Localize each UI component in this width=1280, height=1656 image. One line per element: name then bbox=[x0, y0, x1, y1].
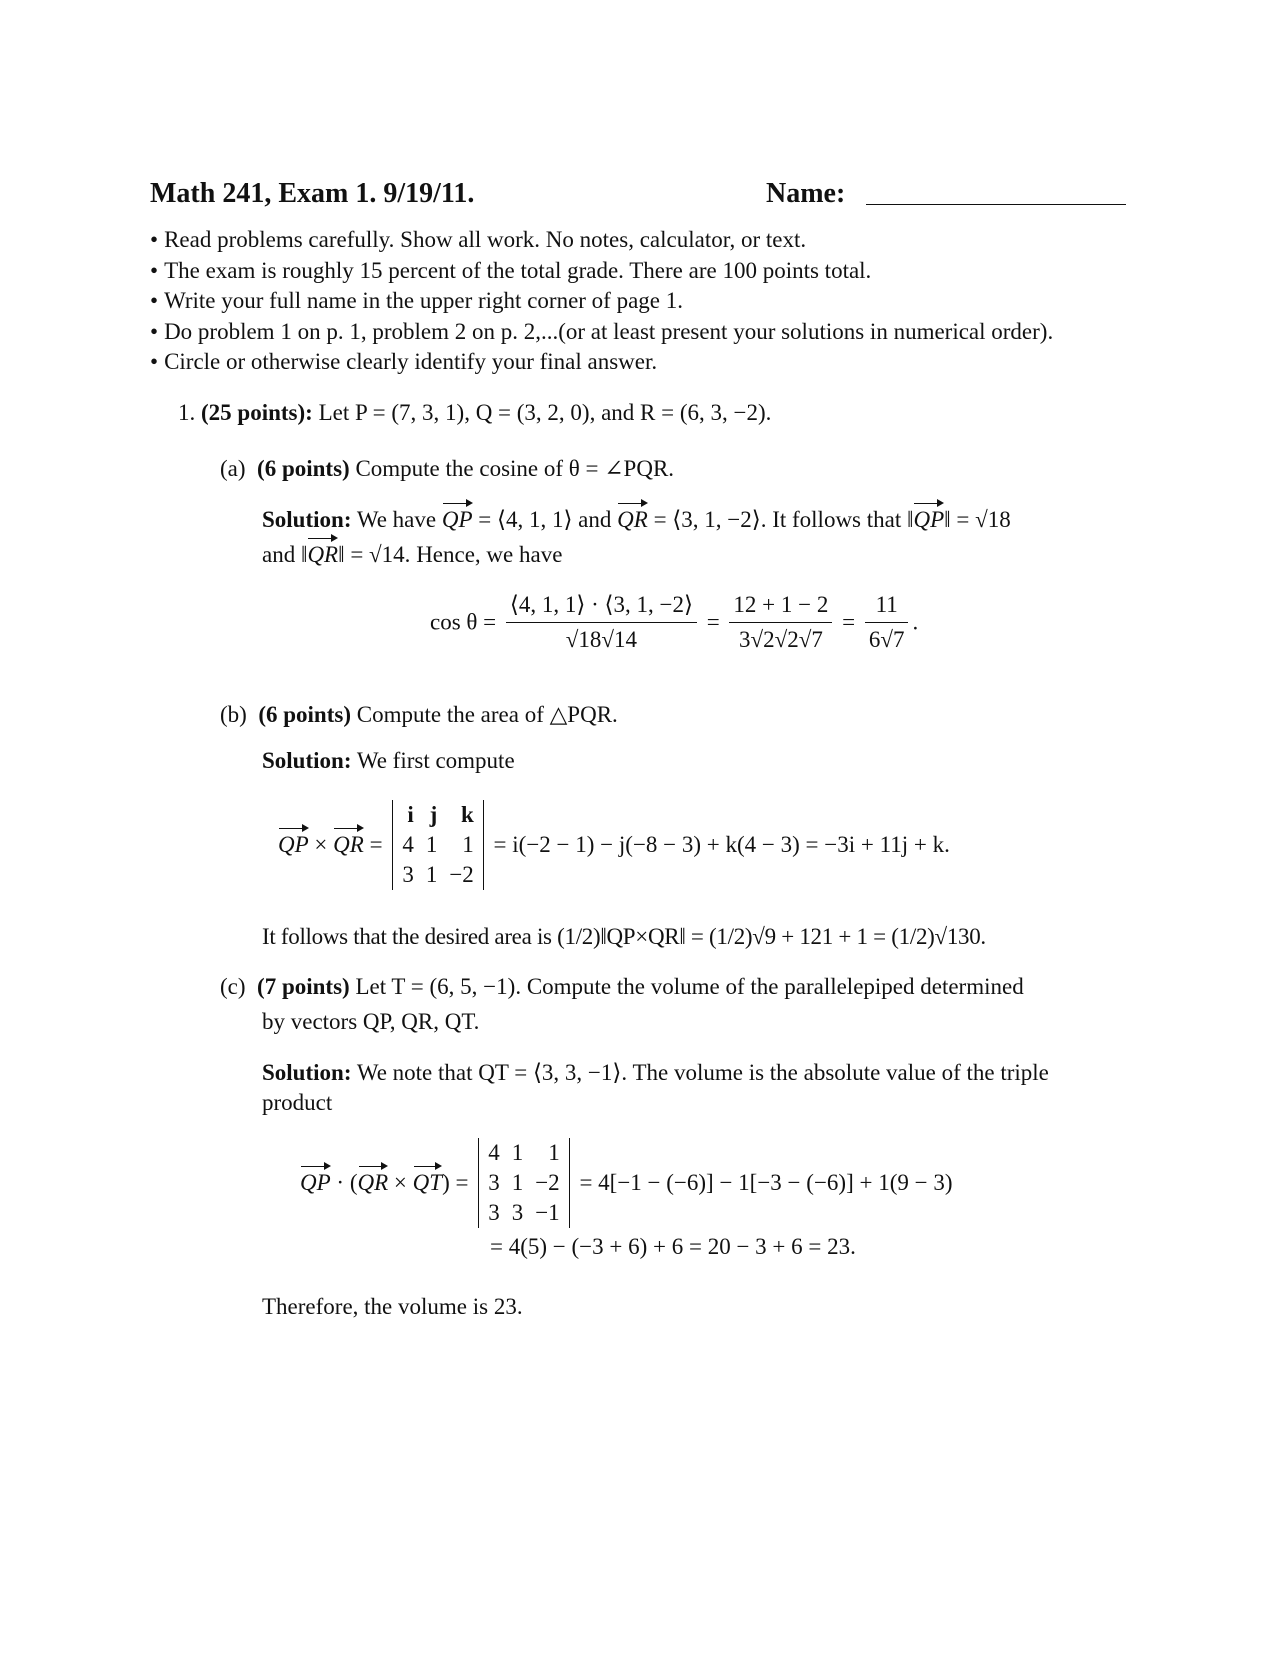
matrix-cell: k bbox=[461, 802, 474, 827]
matrix-cell: 1 bbox=[425, 832, 438, 857]
instruction-item: • Circle or otherwise clearly identify your final answer. bbox=[150, 347, 1053, 378]
qp-norm: = √18 bbox=[956, 507, 1011, 532]
matrix-row bbox=[396, 860, 479, 890]
fraction-numerator: 11 bbox=[865, 590, 909, 623]
name-blank-line bbox=[866, 204, 1126, 205]
part-c-solution-line2: product bbox=[262, 1090, 333, 1115]
matrix-cell: 1 bbox=[462, 832, 474, 857]
fraction-2 bbox=[729, 590, 832, 655]
matrix-row bbox=[482, 1138, 565, 1168]
triple-product-simplification: = 4(5) − (−3 + 6) + 6 = 20 − 3 + 6 = 23. bbox=[490, 1234, 856, 1259]
cross-product-equation: QP × QR = i j k 4 1 1 3 1 −2 = i(−2 − 1) − j(−8 − 3) + k(4 − 3) = −3i + 11j + k. bbox=[278, 800, 950, 890]
matrix-cell: 1 bbox=[511, 1140, 524, 1165]
fraction-numerator: 12 + 1 − 2 bbox=[729, 590, 832, 623]
fraction-denominator: √18√14 bbox=[565, 626, 638, 652]
instruction-item: • Read problems carefully. Show all work. No notes, calculator, or text. bbox=[150, 225, 1053, 256]
qr-norm: = √14. bbox=[350, 542, 411, 567]
matrix-cell: −1 bbox=[535, 1200, 560, 1225]
matrix-cell: −2 bbox=[535, 1170, 560, 1195]
matrix-cell: 4 bbox=[488, 1140, 500, 1165]
triple-product-equation: QP · (QR × QT) = 4 1 1 3 1 −2 3 3 −1 = 4[−1 − (−6)] − 1[−3 − (−6)] + 1(9 − 3) bbox=[300, 1138, 953, 1228]
fraction-numerator: ⟨4, 1, 1⟩ · ⟨3, 1, −2⟩ bbox=[506, 590, 697, 623]
matrix-cell: 3 bbox=[511, 1200, 524, 1225]
part-points: (6 points) bbox=[257, 456, 350, 481]
part-c-solution-line1 bbox=[262, 1058, 1049, 1088]
volume-conclusion: Therefore, the volume is 23. bbox=[262, 1294, 523, 1319]
part-question-text: Let T = (6, 5, −1). Compute the volume of the parallelepiped determined bbox=[355, 974, 1024, 999]
matrix-row bbox=[482, 1198, 565, 1228]
part-b-solution-intro bbox=[262, 746, 515, 776]
part-b-question bbox=[220, 700, 618, 730]
matrix-cell: 1 bbox=[425, 862, 438, 887]
name-label: Name: bbox=[766, 178, 846, 209]
matrix-row bbox=[396, 800, 479, 830]
matrix-cell: j bbox=[429, 802, 438, 827]
part-a-question bbox=[220, 454, 674, 484]
fraction-3 bbox=[865, 590, 909, 655]
matrix-cell: i bbox=[407, 802, 414, 827]
matrix-row bbox=[482, 1168, 565, 1198]
area-result: It follows that the desired area is (1/2)‖QP×QR‖ = (1/2)√9 + 121 + 1 = (1/2)√130. bbox=[262, 924, 986, 949]
solution-text: We have bbox=[356, 507, 437, 532]
vector-qp: QP bbox=[442, 505, 473, 535]
solution-text: Hence, we have bbox=[416, 542, 563, 567]
matrix-cell: −2 bbox=[449, 862, 474, 887]
problem-1-statement bbox=[178, 398, 771, 428]
problem-number: 1. bbox=[178, 400, 196, 425]
part-question-text: Compute the cosine of θ = ∠PQR. bbox=[355, 456, 675, 481]
qr-value: = ⟨3, 1, −2⟩. bbox=[653, 507, 767, 532]
matrix-cell: 1 bbox=[548, 1140, 560, 1165]
solution-text: We note that QT = ⟨3, 3, −1⟩. The volume is the absolute value of the triple bbox=[356, 1060, 1049, 1085]
matrix-cell: 3 bbox=[488, 1170, 500, 1195]
qp-value: = ⟨4, 1, 1⟩ bbox=[478, 507, 573, 532]
matrix-row bbox=[396, 830, 479, 860]
instruction-item: • The exam is roughly 15 percent of the total grade. There are 100 points total. bbox=[150, 256, 1053, 287]
triple-product-determinant bbox=[478, 1138, 569, 1228]
cos-lhs: cos θ = bbox=[430, 609, 497, 635]
part-a-solution-line1: Solution: We have QP = ⟨4, 1, 1⟩ and QR = ⟨3, 1, −2⟩. It follows that ‖QP‖ = √18 bbox=[262, 505, 1011, 535]
instruction-item: • Write your full name in the upper right corner of page 1. bbox=[150, 286, 1053, 317]
part-question-text: Compute the area of △PQR. bbox=[356, 702, 618, 727]
instruction-item: • Do problem 1 on p. 1, problem 2 on p. 2,...(or at least present your solutions in numerical order). bbox=[150, 317, 1053, 348]
problem-points: (25 points): bbox=[201, 400, 313, 425]
matrix-cell: 1 bbox=[511, 1170, 524, 1195]
part-points: (6 points) bbox=[258, 702, 351, 727]
part-label: (c) bbox=[220, 974, 246, 999]
triple-product-expansion: = 4[−1 − (−6)] − 1[−3 − (−6)] + 1(9 − 3) bbox=[579, 1170, 953, 1196]
matrix-cell: 3 bbox=[402, 862, 414, 887]
part-points: (7 points) bbox=[257, 974, 350, 999]
fraction-denominator: 6√7 bbox=[868, 626, 905, 652]
problem-text: Let P = (7, 3, 1), Q = (3, 2, 0), and R = (6, 3, −2). bbox=[318, 400, 772, 425]
matrix-cell: 3 bbox=[488, 1200, 500, 1225]
cross-product-determinant bbox=[392, 800, 483, 890]
cross-product-expansion: = i(−2 − 1) − j(−8 − 3) + k(4 − 3) = −3i + 11j + k. bbox=[493, 832, 950, 858]
part-c-question-line1 bbox=[220, 972, 1024, 1002]
part-a-solution-line2: and ‖QR‖ = √14. Hence, we have bbox=[262, 540, 562, 570]
matrix-cell: 4 bbox=[402, 832, 414, 857]
vector-qr: QR bbox=[307, 540, 338, 570]
part-label: (a) bbox=[220, 456, 246, 481]
fraction-1 bbox=[506, 590, 697, 655]
solution-text: and bbox=[262, 542, 296, 567]
vector-qp: QP bbox=[913, 505, 944, 535]
instructions-list bbox=[150, 225, 1053, 378]
vector-qr: QR bbox=[617, 505, 648, 535]
fraction-denominator: 3√2√2√7 bbox=[738, 626, 823, 652]
solution-text: We first compute bbox=[356, 748, 515, 773]
solution-text: It follows that bbox=[772, 507, 902, 532]
solution-label: Solution: bbox=[262, 507, 352, 532]
solution-label: Solution: bbox=[262, 1060, 352, 1085]
part-label: (b) bbox=[220, 702, 247, 727]
solution-label: Solution: bbox=[262, 748, 352, 773]
exam-title: Math 241, Exam 1. 9/19/11. bbox=[150, 178, 475, 209]
cosine-equation: cos θ = $\frac{⟨4, 1, 1⟩ \cdot ⟨3, 1, -2⟩}{√18√14}$ = $\frac{12 + 1 - 2}{3√2√2√7}$ = $\frac{11}{6√7}$ . bbox=[430, 590, 918, 655]
part-c-question-line2: by vectors QP, QR, QT. bbox=[262, 1009, 480, 1034]
solution-text: and bbox=[578, 507, 612, 532]
